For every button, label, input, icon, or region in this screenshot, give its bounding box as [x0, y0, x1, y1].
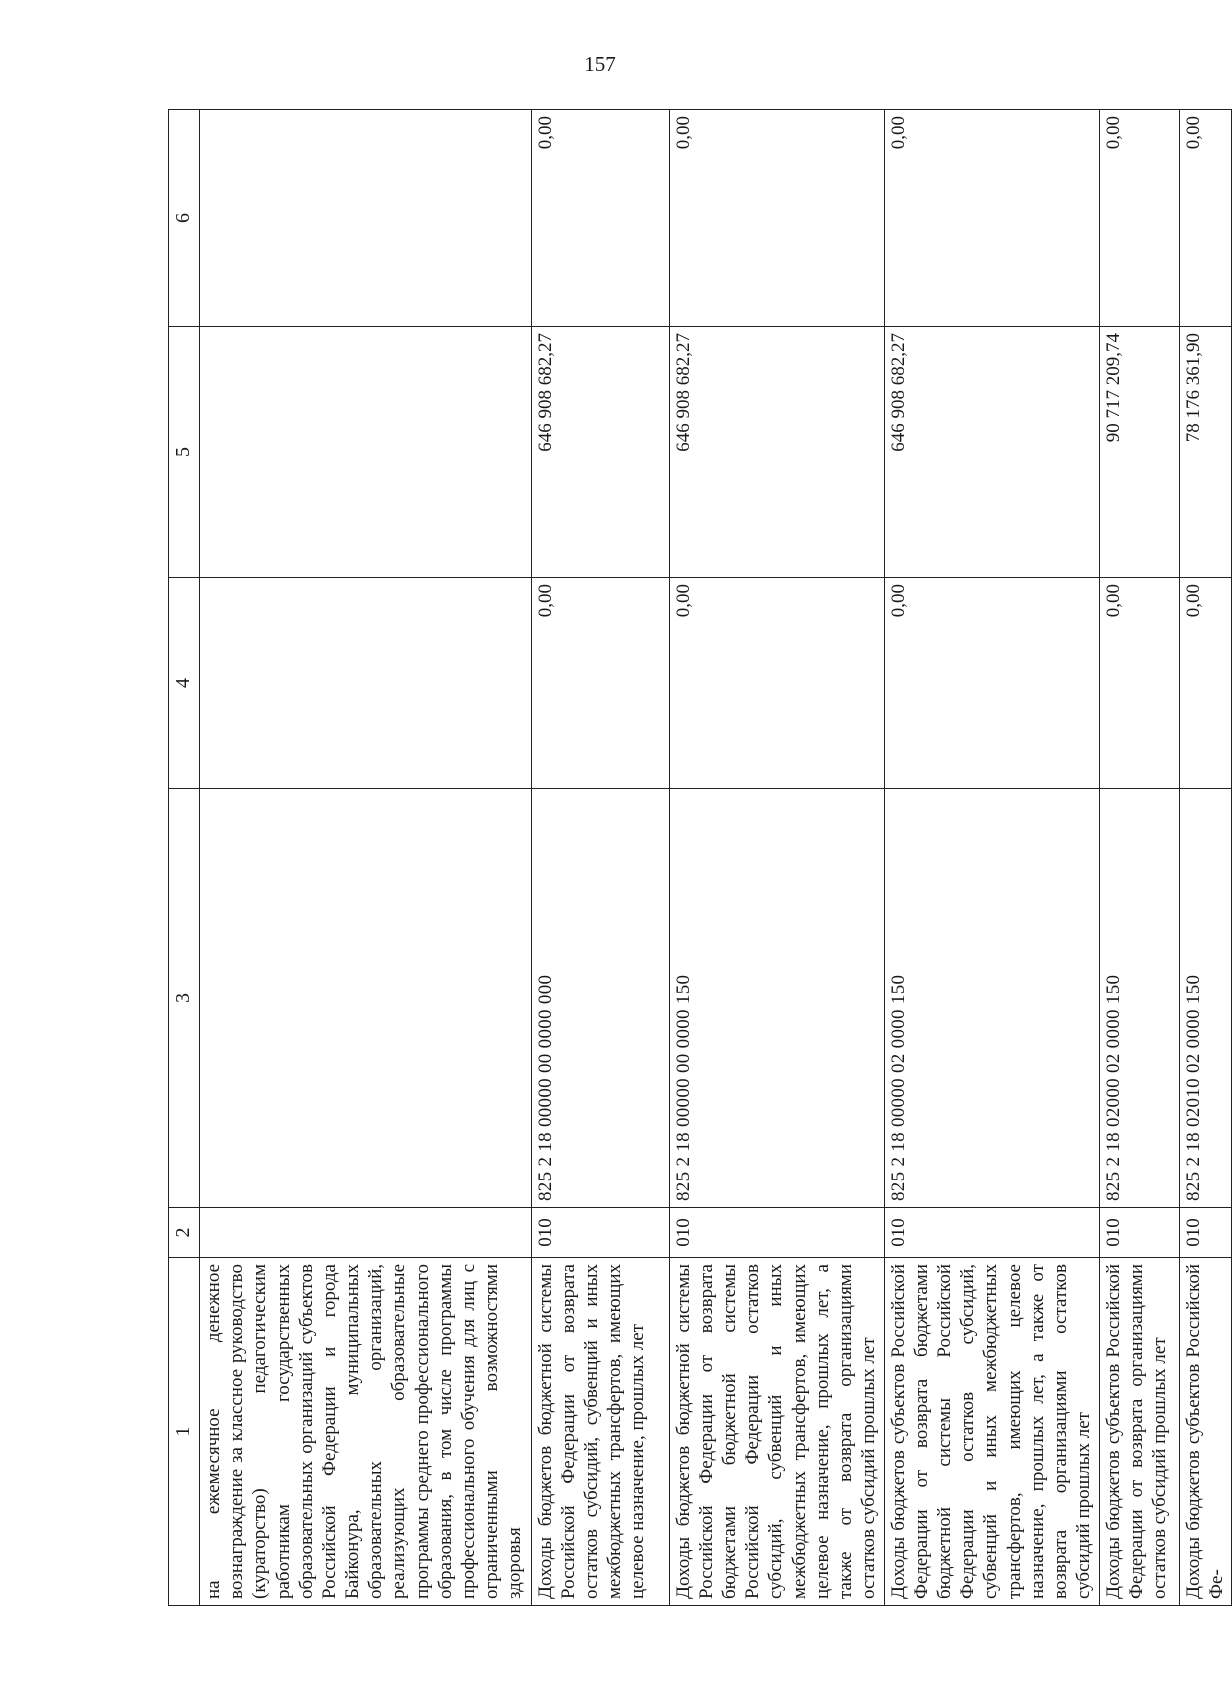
row-name: на ежемесячное денежное вознаграждение за классное руководство (кураторство) педагогическим работникам государственных образовательных организаций субъектов Российской Федерации и города Байконура, муниципальных образовательных организаций, реализующих образовательные программы среднего профессионального образования, в том числе программы профессионального обучения для лиц с ограниченными возможностями здоровья [200, 1258, 532, 1606]
table-row [200, 110, 532, 1606]
rotated-table [168, 110, 1232, 1606]
header-row [169, 110, 200, 1606]
header-col-4: 4 [169, 578, 200, 789]
table-row [884, 110, 1099, 1606]
header-col-6: 6 [169, 110, 200, 327]
header-col-2: 2 [169, 1208, 200, 1258]
table-row [669, 110, 884, 1606]
row-col5: 646 908 682,27 [884, 327, 1099, 578]
row-kbk: 825 2 18 00000 00 0000 150 [669, 789, 884, 1208]
row-col4: 0,00 [1180, 578, 1232, 789]
row-name: Доходы бюджетов бюджетной системы Российской Федерации от возврата остатков субсидий, субвенций и иных межбюджетных трансфертов, имеющих целевое назначение, прошлых лет [531, 1258, 669, 1606]
row-kbk: 825 2 18 02010 02 0000 150 [1180, 789, 1232, 1208]
row-code: 010 [1180, 1208, 1232, 1258]
row-kbk: 825 2 18 00000 00 0000 000 [531, 789, 669, 1208]
header-col-3: 3 [169, 789, 200, 1208]
row-col5: 646 908 682,27 [669, 327, 884, 578]
row-col4 [200, 578, 532, 789]
row-col6: 0,00 [1099, 110, 1180, 327]
row-code: 010 [1099, 1208, 1180, 1258]
row-code: 010 [669, 1208, 884, 1258]
row-name: Доходы бюджетов бюджетной системы Российской Федерации от возврата бюджетами бюджетной системы Российской Федерации остатков субсидий, субвенций и иных межбюджетных трансфертов, имеющих целевое назначение, прошлых лет, а также от возврата организациями остатков субсидий прошлых лет [669, 1258, 884, 1606]
row-col6: 0,00 [884, 110, 1099, 327]
row-col4: 0,00 [531, 578, 669, 789]
header-col-5: 5 [169, 327, 200, 578]
row-col4: 0,00 [1099, 578, 1180, 789]
row-col5: 90 717 209,74 [1099, 327, 1180, 578]
row-name: Доходы бюджетов субъектов Российской Фе- [1180, 1258, 1232, 1606]
row-name: Доходы бюджетов субъектов Российской Федерации от возврата организациями остатков субсидий прошлых лет [1099, 1258, 1180, 1606]
row-col5 [200, 327, 532, 578]
row-col4: 0,00 [669, 578, 884, 789]
table-row [1180, 110, 1232, 1606]
revenue-table [168, 109, 1232, 1606]
row-col6: 0,00 [531, 110, 669, 327]
table-row [1099, 110, 1180, 1606]
table-row [531, 110, 669, 1606]
row-col6: 0,00 [1180, 110, 1232, 327]
row-code: 010 [531, 1208, 669, 1258]
row-col6 [200, 110, 532, 327]
row-kbk: 825 2 18 02000 02 0000 150 [1099, 789, 1180, 1208]
row-code: 010 [884, 1208, 1099, 1258]
row-code [200, 1208, 532, 1258]
row-col4: 0,00 [884, 578, 1099, 789]
row-col6: 0,00 [669, 110, 884, 327]
header-col-1: 1 [169, 1258, 200, 1606]
page-number: 157 [584, 52, 616, 76]
row-kbk: 825 2 18 00000 02 0000 150 [884, 789, 1099, 1208]
row-name: Доходы бюджетов субъектов Российской Федерации от возврата бюджетами бюджетной системы Российской Федерации остатков субсидий, субвенций и иных межбюджетных трансфертов, имеющих целевое назначение, прошлых лет, а также от возврата организациями остатков субсидий прошлых лет [884, 1258, 1099, 1606]
row-col5: 78 176 361,90 [1180, 327, 1232, 578]
row-col5: 646 908 682,27 [531, 327, 669, 578]
table-container [168, 110, 1232, 1606]
row-kbk [200, 789, 532, 1208]
